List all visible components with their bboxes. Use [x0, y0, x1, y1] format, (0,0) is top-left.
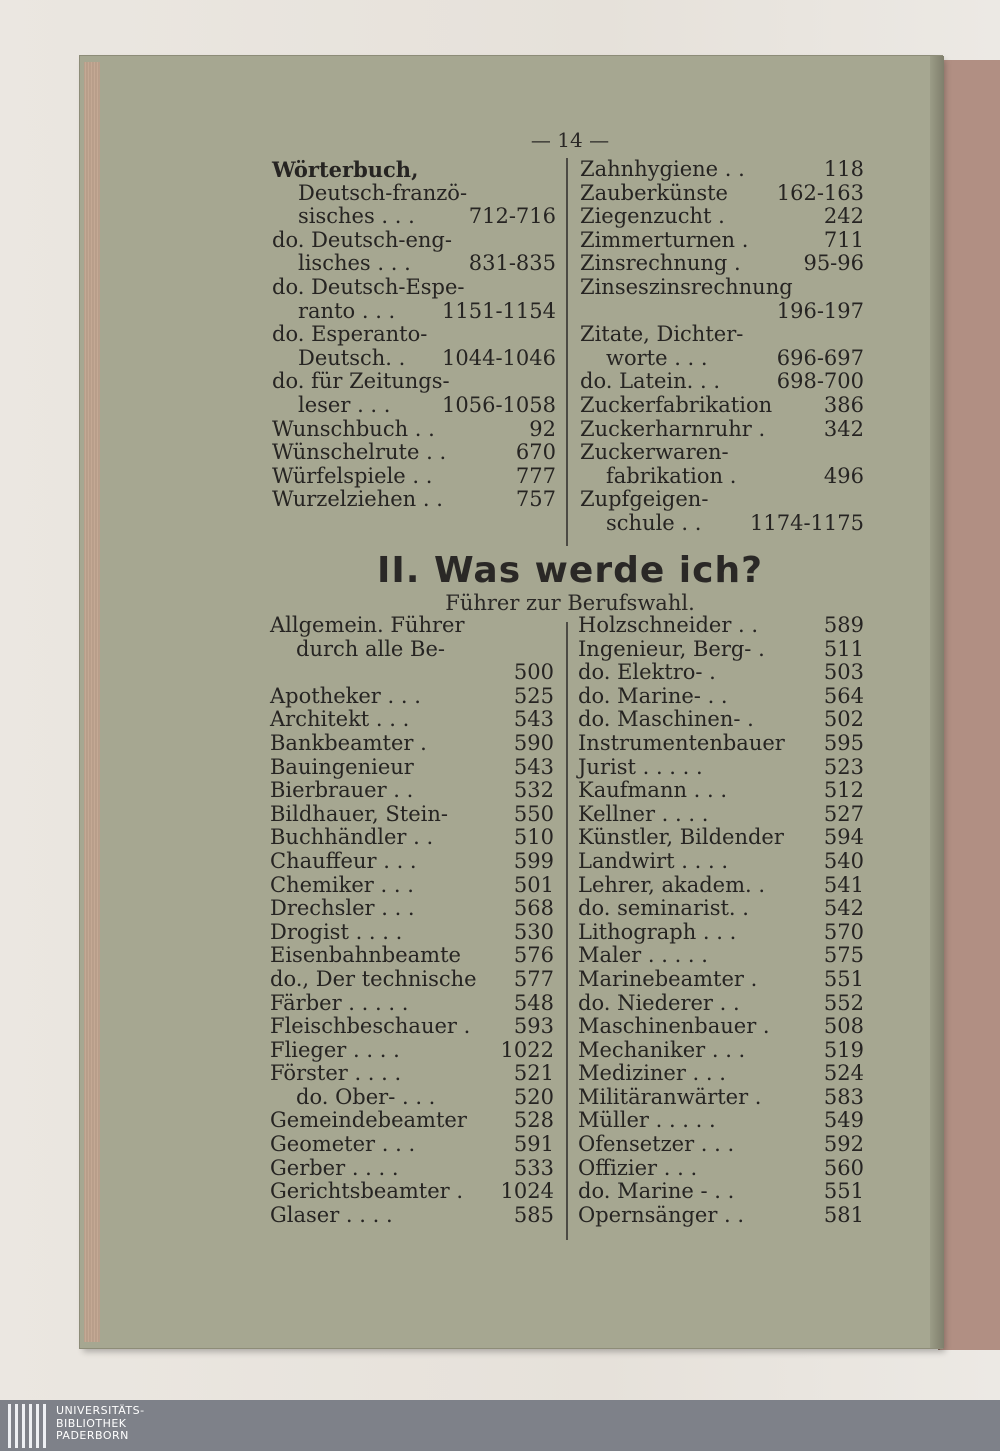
index-entry — [270, 614, 554, 638]
index-entry-label: Fleischbeschauer . — [270, 1014, 471, 1039]
index-entry-page: 564 — [823, 683, 864, 708]
index-entry — [578, 1109, 864, 1133]
index-entry-page: 1022 — [500, 1037, 554, 1062]
index-entry — [578, 803, 864, 827]
index-entry-label: Opernsänger . . — [578, 1202, 745, 1227]
index-entry — [578, 826, 864, 850]
index-entry-page: 242 — [823, 204, 864, 229]
index-entry — [578, 1062, 864, 1086]
index-entry-page: 592 — [823, 1132, 864, 1157]
index-entry — [272, 347, 556, 371]
index-entry-page: 520 — [513, 1084, 554, 1109]
index-entry-label: Würfelspiele . . — [272, 463, 433, 488]
library-name-line-3: PADERBORN — [56, 1429, 129, 1442]
index-entry-page: 510 — [513, 825, 554, 850]
index-entry-label: Gerber . . . . — [270, 1155, 399, 1180]
index-entry-label: Chauffeur . . . — [270, 848, 417, 873]
index-entry-page: 528 — [513, 1108, 554, 1133]
index-entry-label: Landwirt . . . . — [578, 848, 729, 873]
index-entry — [272, 394, 556, 418]
index-entry — [272, 441, 556, 465]
index-entry-label: Bierbrauer . . — [270, 778, 414, 803]
facing-page-edge — [938, 60, 1000, 1350]
index-entry-label: durch alle Be- — [296, 636, 445, 661]
index-entry-page: 757 — [515, 487, 556, 512]
index-entry-label: do. Esperanto- — [272, 322, 428, 347]
index-entry — [580, 158, 864, 182]
index-entry-label: Instrumentenbauer — [578, 730, 785, 755]
index-entry-page: 1024 — [500, 1179, 554, 1204]
index-entry — [272, 252, 556, 276]
index-entry-label: Drogist . . . . — [270, 919, 403, 944]
index-entry — [270, 756, 554, 780]
index-entry-page: 342 — [823, 416, 864, 441]
index-entry-page: 500 — [513, 660, 554, 685]
index-entry-page: 698-700 — [776, 369, 864, 394]
index-entry-page: 540 — [823, 848, 864, 873]
index-entry — [272, 323, 556, 347]
index-entry — [270, 1109, 554, 1133]
index-entry — [578, 1015, 864, 1039]
index-entry-label: Künstler, Bildender — [578, 825, 784, 850]
index-entry-label: Deutsch. . — [298, 345, 406, 370]
index-column-left-2 — [270, 614, 554, 1227]
index-entry-page: 1044-1046 — [442, 345, 556, 370]
library-name-line-2: BIBLIOTHEK — [56, 1416, 127, 1430]
index-entry — [270, 638, 554, 662]
index-entry-label: Offizier . . . — [578, 1155, 698, 1180]
index-entry — [580, 276, 864, 300]
index-entry-label: do. Elektro- . — [578, 660, 716, 685]
index-entry-label: Kaufmann . . . — [578, 778, 728, 803]
index-entry-label: sisches . . . — [298, 204, 415, 229]
index-entry — [578, 1180, 864, 1204]
index-entry-label: Architekt . . . — [270, 707, 410, 732]
index-entry — [270, 874, 554, 898]
index-entry-page: 589 — [823, 613, 864, 637]
index-entry-page: 1174-1175 — [750, 510, 864, 535]
index-entry — [578, 874, 864, 898]
index-entry-label: worte . . . — [606, 345, 708, 370]
index-entry-label: Allgemein. Führer — [270, 613, 465, 637]
index-entry-label: Apotheker . . . — [270, 683, 421, 708]
index-entry-label: Kellner . . . . — [578, 801, 709, 826]
index-entry — [578, 1086, 864, 1110]
index-entry-page: 521 — [513, 1061, 554, 1086]
index-entry-page: 92 — [529, 416, 556, 441]
index-entry — [580, 488, 864, 512]
index-entry-label: lisches . . . — [298, 251, 411, 276]
index-entry — [580, 512, 864, 536]
index-entry — [272, 465, 556, 489]
index-entry-label: Mediziner . . . — [578, 1061, 726, 1086]
index-entry-page: 118 — [823, 157, 864, 181]
index-entry — [580, 205, 864, 229]
index-entry — [272, 370, 556, 394]
index-entry-label: Marinebeamter . — [578, 966, 758, 991]
index-entry — [270, 732, 554, 756]
index-entry-label: Ziegenzucht . — [580, 204, 725, 229]
index-entry — [270, 779, 554, 803]
index-entry-label: fabrikation . — [606, 463, 737, 488]
index-entry-page: 523 — [823, 754, 864, 779]
index-entry-label: Zuckerwaren- — [580, 440, 729, 465]
index-entry — [272, 158, 556, 182]
index-entry-page: 550 — [513, 801, 554, 826]
index-entry — [578, 850, 864, 874]
index-entry-page: 527 — [823, 801, 864, 826]
index-entry-label: schule . . — [606, 510, 702, 535]
index-entry-label: do. Maschinen- . — [578, 707, 754, 732]
index-entry-label: Gerichtsbeamter . — [270, 1179, 464, 1204]
section-subheading: Führer zur Berufswahl. — [445, 591, 695, 615]
index-entry-page: 496 — [823, 463, 864, 488]
index-entry — [578, 614, 864, 638]
index-entry-page: 530 — [513, 919, 554, 944]
index-entry-label: Eisenbahnbeamte — [270, 943, 461, 968]
index-entry-page: 577 — [513, 966, 554, 991]
index-entry-label: Zinseszinsrechnung — [580, 274, 793, 299]
index-entry-label: do. Deutsch-eng- — [272, 227, 452, 252]
index-entry-page: 196-197 — [776, 298, 864, 323]
index-entry-label: Müller . . . . . — [578, 1108, 716, 1133]
column-divider-bottom — [566, 622, 568, 1240]
index-entry — [580, 323, 864, 347]
index-entry — [270, 661, 554, 685]
index-entry — [580, 441, 864, 465]
index-entry — [578, 661, 864, 685]
index-entry-page: 552 — [823, 990, 864, 1015]
index-entry — [272, 488, 556, 512]
index-entry — [578, 756, 864, 780]
index-entry-label: Wurzelziehen . . — [272, 487, 443, 512]
index-entry-page: 591 — [513, 1132, 554, 1157]
index-entry-label: Buchhändler . . — [270, 825, 434, 850]
index-entry-page: 512 — [823, 778, 864, 803]
index-entry-page: 1056-1058 — [442, 392, 556, 417]
index-entry-page: 551 — [823, 1179, 864, 1204]
index-entry-label: Bankbeamter . — [270, 730, 427, 755]
index-entry — [578, 897, 864, 921]
index-entry-label: Glaser . . . . — [270, 1202, 393, 1227]
index-entry-label: Flieger . . . . — [270, 1037, 400, 1062]
section-heading: II. Was werde ich? — [376, 550, 763, 591]
library-logo-icon — [6, 1404, 48, 1448]
index-entry-label: do. Niederer . . — [578, 990, 740, 1015]
index-entry-label: Ofensetzer . . . — [578, 1132, 735, 1157]
index-entry — [578, 1157, 864, 1181]
index-entry — [270, 1133, 554, 1157]
index-entry-page: 508 — [823, 1014, 864, 1039]
index-entry — [270, 1062, 554, 1086]
index-entry-page: 524 — [823, 1061, 864, 1086]
index-entry-label: ranto . . . — [298, 298, 396, 323]
index-entry-page: 162-163 — [776, 180, 864, 205]
index-entry-label: Zahnhygiene . . — [580, 157, 745, 181]
index-entry-page: 541 — [823, 872, 864, 897]
library-name-line-1: UNIVERSITÄTS- — [56, 1404, 145, 1417]
index-entry-page: 581 — [823, 1202, 864, 1227]
index-entry — [270, 1086, 554, 1110]
index-entry-label: do. Marine- . . — [578, 683, 728, 708]
index-entry-page: 386 — [823, 392, 864, 417]
index-entry-page: 831-835 — [468, 251, 556, 276]
index-entry-page: 533 — [513, 1155, 554, 1180]
index-entry-page: 568 — [513, 896, 554, 921]
index-entry-label: Geometer . . . — [270, 1132, 416, 1157]
index-entry-label: do. Marine - . . — [578, 1179, 735, 1204]
index-column-right-2 — [578, 614, 864, 1227]
index-entry-label: Wörterbuch, — [272, 157, 419, 182]
index-entry-label: Zimmerturnen . — [580, 227, 749, 252]
index-entry-page: 511 — [823, 636, 864, 661]
index-entry — [578, 708, 864, 732]
book-gutter — [930, 56, 944, 1348]
index-entry-page: 570 — [823, 919, 864, 944]
index-entry-label: Maschinenbauer . — [578, 1014, 770, 1039]
index-entry-label: do. Ober- . . . — [296, 1084, 436, 1109]
index-entry — [578, 1133, 864, 1157]
index-entry-page: 543 — [513, 707, 554, 732]
index-entry — [578, 968, 864, 992]
index-entry-label: Gemeindebeamter — [270, 1108, 467, 1133]
index-entry — [270, 826, 554, 850]
index-entry-page: 1151-1154 — [442, 298, 556, 323]
index-entry-label: Bildhauer, Stein- — [270, 801, 448, 826]
index-entry-label: Wunschbuch . . — [272, 416, 435, 441]
index-entry-label: Chemiker . . . — [270, 872, 414, 897]
index-entry-page: 599 — [513, 848, 554, 873]
index-entry-label: do. seminarist. . — [578, 896, 749, 921]
index-entry-page: 670 — [515, 440, 556, 465]
index-entry — [270, 921, 554, 945]
index-entry-page: 543 — [513, 754, 554, 779]
index-entry — [578, 638, 864, 662]
index-entry-page: 583 — [823, 1084, 864, 1109]
index-entry-page: 777 — [515, 463, 556, 488]
index-entry-page: 501 — [513, 872, 554, 897]
index-entry — [270, 992, 554, 1016]
index-entry — [580, 300, 864, 324]
index-entry-page: 548 — [513, 990, 554, 1015]
library-name — [56, 1405, 145, 1443]
index-entry — [270, 685, 554, 709]
index-entry-page: 711 — [823, 227, 864, 252]
index-column-right-1 — [580, 158, 864, 536]
index-entry-label: Bauingenieur — [270, 754, 414, 779]
index-entry-page: 551 — [823, 966, 864, 991]
index-entry-page: 549 — [823, 1108, 864, 1133]
index-entry-label: Zupfgeigen- — [580, 487, 709, 512]
index-entry-page: 594 — [823, 825, 864, 850]
index-entry-label: Ingenieur, Berg- . — [578, 636, 765, 661]
index-entry — [578, 992, 864, 1016]
index-entry-label: Wünschelrute . . — [272, 440, 447, 465]
column-divider-top — [566, 158, 568, 546]
index-entry — [270, 944, 554, 968]
index-entry-page: 575 — [823, 943, 864, 968]
index-entry-label: Jurist . . . . . — [578, 754, 703, 779]
index-entry-page: 525 — [513, 683, 554, 708]
index-entry-page: 532 — [513, 778, 554, 803]
index-column-left-1 — [272, 158, 556, 512]
index-entry — [272, 205, 556, 229]
index-entry-label: Zuckerfabrikation — [580, 392, 773, 417]
index-entry — [270, 1015, 554, 1039]
index-entry-label: Förster . . . . — [270, 1061, 402, 1086]
index-entry-label: Drechsler . . . — [270, 896, 415, 921]
index-entry — [270, 1204, 554, 1228]
index-entry — [270, 708, 554, 732]
index-entry-page: 95-96 — [803, 251, 864, 276]
index-entry-page: 696-697 — [776, 345, 864, 370]
index-entry — [272, 418, 556, 442]
index-entry — [578, 1039, 864, 1063]
page-stack-edge — [84, 62, 100, 1342]
index-entry-label: Militäranwärter . — [578, 1084, 762, 1109]
index-entry-label: Zinsrechnung . — [580, 251, 741, 276]
index-entry-page: 595 — [823, 730, 864, 755]
index-entry — [578, 944, 864, 968]
index-entry — [578, 732, 864, 756]
index-entry — [270, 803, 554, 827]
index-entry — [272, 182, 556, 206]
page-number: — 14 — — [530, 128, 610, 152]
index-entry-page: 560 — [823, 1155, 864, 1180]
index-entry-label: do. Deutsch-Espe- — [272, 274, 465, 299]
index-entry — [270, 1039, 554, 1063]
index-entry — [270, 897, 554, 921]
index-entry-label: Mechaniker . . . — [578, 1037, 746, 1062]
index-entry-label: Lehrer, akadem. . — [578, 872, 766, 897]
index-entry-label: Lithograph . . . — [578, 919, 737, 944]
index-entry — [272, 229, 556, 253]
index-entry — [578, 921, 864, 945]
index-entry-page: 542 — [823, 896, 864, 921]
index-entry — [270, 1180, 554, 1204]
index-entry — [580, 347, 864, 371]
index-entry-label: do. für Zeitungs- — [272, 369, 450, 394]
index-entry — [580, 394, 864, 418]
library-footer — [0, 1400, 1000, 1451]
index-entry-label: Deutsch-franzö- — [298, 180, 468, 205]
index-entry-label: do. Latein. . . — [580, 369, 721, 394]
index-entry-page: 712-716 — [468, 204, 556, 229]
index-entry-page: 593 — [513, 1014, 554, 1039]
index-entry-label: Färber . . . . . — [270, 990, 409, 1015]
index-entry-page: 503 — [823, 660, 864, 685]
index-entry — [270, 1157, 554, 1181]
index-entry — [580, 465, 864, 489]
index-entry-label: do., Der technische — [270, 966, 477, 991]
index-entry — [272, 276, 556, 300]
index-entry-label: Zuckerharnruhr . — [580, 416, 766, 441]
index-entry-label: Holzschneider . . — [578, 613, 759, 637]
index-entry — [270, 850, 554, 874]
index-entry-label: Maler . . . . . — [578, 943, 708, 968]
index-entry — [578, 685, 864, 709]
index-entry — [578, 779, 864, 803]
index-entry — [270, 968, 554, 992]
index-entry-page: 585 — [513, 1202, 554, 1227]
index-entry — [578, 1204, 864, 1228]
index-entry — [580, 182, 864, 206]
index-entry — [580, 418, 864, 442]
index-entry-label: leser . . . — [298, 392, 391, 417]
index-entry-page: 590 — [513, 730, 554, 755]
index-entry-label: Zitate, Dichter- — [580, 322, 744, 347]
index-entry-page: 519 — [823, 1037, 864, 1062]
index-entry — [580, 252, 864, 276]
index-entry-label: Zauberkünste — [580, 180, 728, 205]
index-entry — [272, 300, 556, 324]
index-entry — [580, 370, 864, 394]
index-entry-page: 502 — [823, 707, 864, 732]
index-entry-page: 576 — [513, 943, 554, 968]
index-entry — [580, 229, 864, 253]
